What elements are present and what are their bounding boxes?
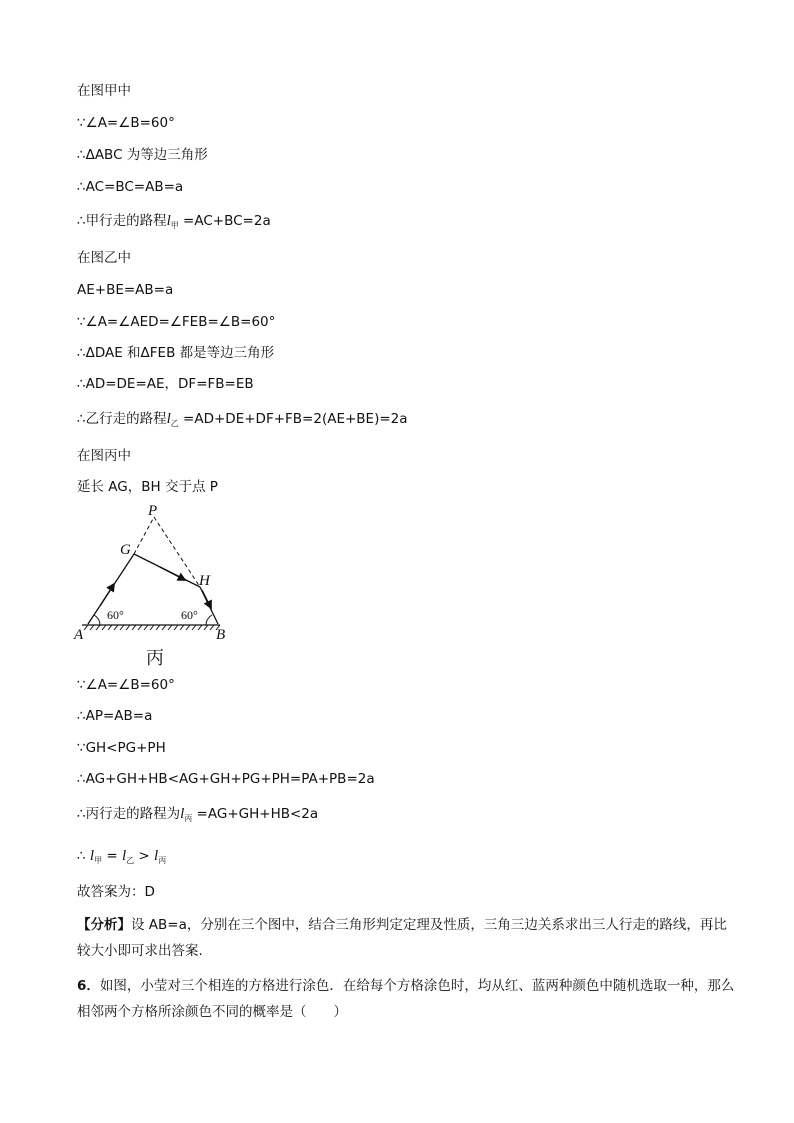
math-subscript: 乙 xyxy=(126,856,135,865)
formula-line xyxy=(77,847,166,870)
question-text: 如图，小莹对三个相连的方格进行涂色．在给每个方格涂色时，均从红、蓝两种颜色中随机选取一种，那么相邻两个方格所涂颜色不同的概率是（ ） xyxy=(77,978,735,1020)
analysis-text: 设 AB=a，分别在三个图中，结合三角形判定定理及性质，三角三边关系求出三人行走的路线，再比较大小即可求出答案. xyxy=(77,917,727,959)
math-symbol: l xyxy=(166,411,171,427)
triangle-figure xyxy=(70,498,240,670)
text-suffix: =AD+DE+DF+FB=2(AE+BE)=2a xyxy=(178,411,408,427)
math-symbol: l xyxy=(180,806,185,822)
math-symbol: l xyxy=(121,848,127,864)
analysis-label: 【分析】 xyxy=(77,917,131,933)
angle-arc-A xyxy=(94,615,100,625)
arrow-AG xyxy=(100,584,114,606)
question-6 xyxy=(77,973,737,1025)
label-B: B xyxy=(216,627,226,643)
text-prefix: ∴丙行走的路程为 xyxy=(77,806,181,822)
math-subscript: 丙 xyxy=(158,856,167,865)
text-line: ∵GH<PG+PH xyxy=(77,740,166,756)
text-line: ∵∠A=∠B=60° xyxy=(77,115,175,131)
text-line: ∵∠A=∠B=60° xyxy=(77,677,175,693)
answer-line: 故答案为：D xyxy=(77,884,155,900)
label-P: P xyxy=(148,503,158,519)
angle-label-B: 60° xyxy=(181,608,198,622)
text-prefix: ∴甲行走的路程 xyxy=(77,213,167,229)
text-line: ∴AG+GH+HB<AG+GH+PG+PH=PA+PB=2a xyxy=(77,771,375,787)
text-line: ∴ΔABC 为等边三角形 xyxy=(77,147,208,163)
text-line: 在图甲中 xyxy=(77,83,131,99)
figure-caption: 丙 xyxy=(146,648,164,668)
question-number: 6． xyxy=(77,978,100,994)
math-subscript: 乙 xyxy=(170,419,179,428)
arrow-GH xyxy=(160,567,185,580)
label-H: H xyxy=(199,573,210,589)
arrow-HB xyxy=(202,590,211,608)
text-line: ∴AC=BC=AB=a xyxy=(77,179,184,195)
math-operator: > xyxy=(134,848,155,864)
text-suffix: =AG+GH+HB<2a xyxy=(192,806,319,822)
text-line: ∴AP=AB=a xyxy=(77,708,153,724)
analysis-paragraph xyxy=(77,912,737,964)
math-symbol: l xyxy=(89,848,95,864)
formula-line xyxy=(77,805,318,828)
math-subscript: 丙 xyxy=(184,814,193,823)
math-subscript: 甲 xyxy=(94,856,103,865)
label-G: G xyxy=(120,542,131,558)
text-suffix: =AC+BC=2a xyxy=(178,213,271,229)
angle-label-A: 60° xyxy=(107,608,124,622)
formula-line xyxy=(77,410,408,433)
math-symbol: l xyxy=(166,213,171,229)
angle-arc-B xyxy=(206,615,212,625)
text-prefix: ∴ xyxy=(77,848,90,864)
base-hatching xyxy=(84,625,220,630)
math-subscript: 甲 xyxy=(170,221,179,230)
text-line: 在图乙中 xyxy=(77,250,131,266)
text-line: ∵∠A=∠AED=∠FEB=∠B=60° xyxy=(77,314,276,330)
math-symbol: l xyxy=(154,848,159,864)
text-prefix: ∴乙行走的路程 xyxy=(77,411,167,427)
text-line: 延长 AG，BH 交于点 P xyxy=(77,479,218,495)
formula-line xyxy=(77,212,271,235)
text-line: 在图丙中 xyxy=(77,448,131,464)
label-A: A xyxy=(74,627,84,643)
text-line: AE+BE=AB=a xyxy=(77,282,174,298)
text-line: ∴AD=DE=AE，DF=FB=EB xyxy=(77,376,254,392)
dashed-GP xyxy=(134,517,154,554)
text-line: ∴ΔDAE 和ΔFEB 都是等边三角形 xyxy=(77,345,275,361)
math-operator: = xyxy=(102,848,122,864)
